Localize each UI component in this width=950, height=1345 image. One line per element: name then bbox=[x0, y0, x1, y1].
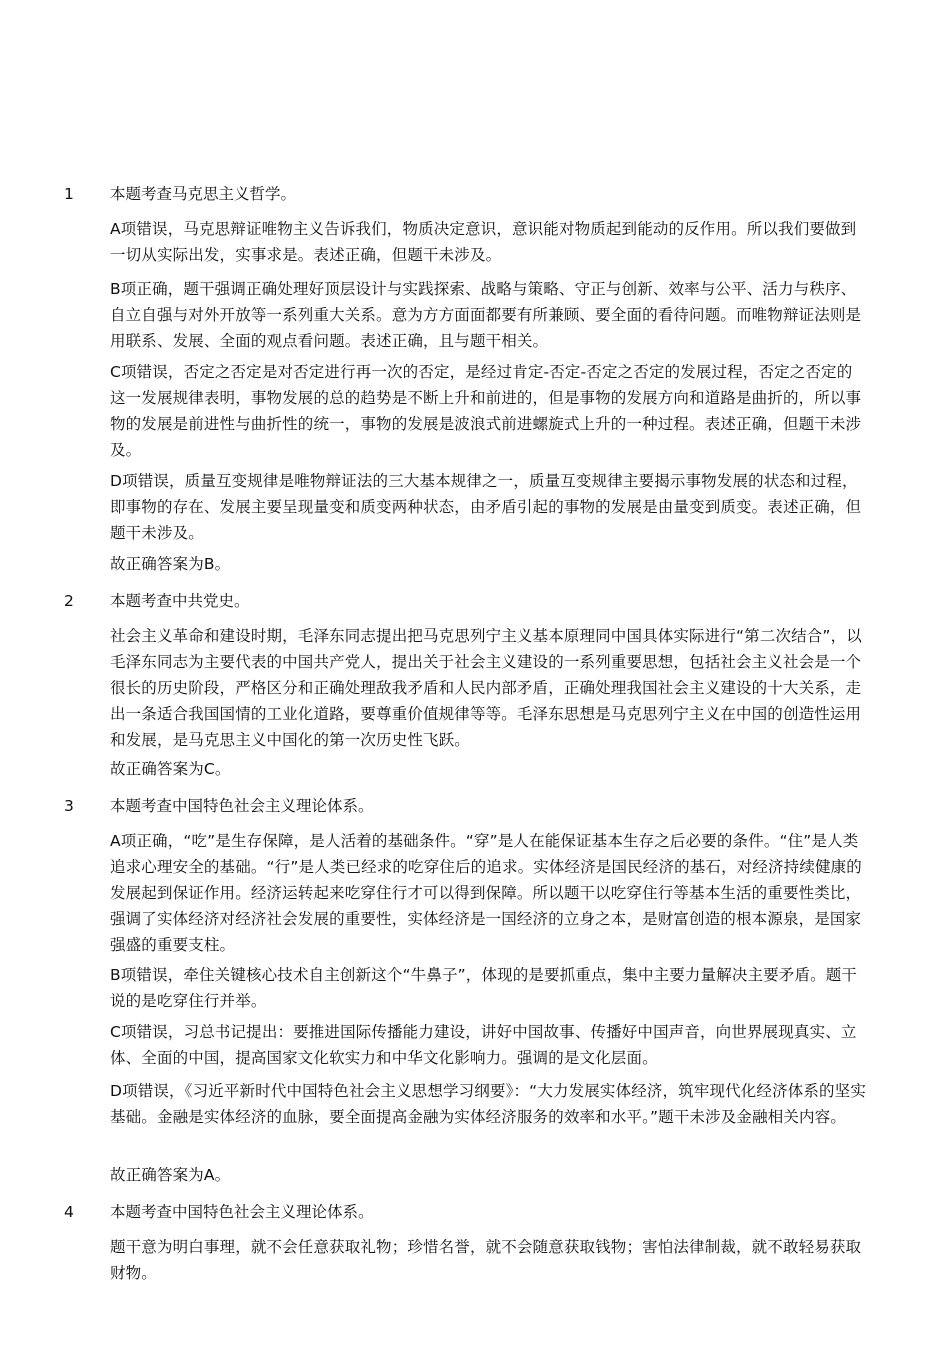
answer-line: 故正确答案为B。 bbox=[110, 555, 231, 573]
question-number: 2 bbox=[64, 592, 74, 610]
question-heading: 本题考查中国特色社会主义理论体系。 bbox=[110, 1203, 374, 1221]
explanation-paragraph: B项错误，牵住关键核心技术自主创新这个“牛鼻子”，体现的是要抓重点，集中主要力量解决主要矛盾。题干说的是吃穿住行并举。 bbox=[110, 966, 858, 1010]
explanation-paragraph: C项错误，否定之否定是对否定进行再一次的否定，是经过肯定-否定-否定之否定的发展过程，否定之否定的这一发展规律表明，事物发展的总的趋势是不断上升和前进的，但是事物的发展方向和道路是曲折的，所以事物的发展是前进性与曲折性的统一，事物的发展是波浪式前进螺旋式上升的一种过程。表述正确，但题干未涉及。 bbox=[110, 363, 862, 459]
explanation-paragraph: D项错误，质量互变规律是唯物辩证法的三大基本规律之一，质量互变规律主要揭示事物发展的状态和过程，即事物的存在、发展主要呈现量变和质变两种状态，由矛盾引起的事物的发展是由量变到质变。表述正确，但题干未涉及。 bbox=[110, 472, 862, 542]
explanation-paragraph: B项正确，题干强调正确处理好顶层设计与实践探索、战略与策略、守正与创新、效率与公平、活力与秩序、自立自强与对外开放等一系列重大关系。意为方方面面都要有所兼顾、要全面的看待问题。而唯物辩证法则是用联系、发展、全面的观点看问题。表述正确，且与题干相关。 bbox=[110, 280, 862, 350]
question-number: 4 bbox=[64, 1203, 74, 1221]
answer-line: 故正确答案为C。 bbox=[110, 760, 231, 778]
explanation-paragraph: C项错误，习总书记提出：要推进国际传播能力建设，讲好中国故事、传播好中国声音，向世界展现真实、立体、全面的中国，提高国家文化软实力和中华文化影响力。强调的是文化层面。 bbox=[110, 1023, 857, 1067]
question-number: 1 bbox=[64, 185, 74, 203]
explanation-paragraph: D项错误，《习近平新时代中国特色社会主义思想学习纲要》：“大力发展实体经济，筑牢现代化经济体系的坚实基础。金融是实体经济的血脉，要全面提高金融为实体经济服务的效率和水平。”题干未涉及金融相关内容。 bbox=[110, 1082, 866, 1126]
question-heading: 本题考查中国特色社会主义理论体系。 bbox=[110, 797, 374, 815]
answer-line: 故正确答案为A。 bbox=[110, 1166, 231, 1184]
question-number: 3 bbox=[64, 797, 74, 815]
explanation-paragraph: 题干意为明白事理，就不会任意获取礼物；珍惜名誉，就不会随意获取钱物；害怕法律制裁，就不敢轻易获取财物。 bbox=[110, 1238, 862, 1282]
explanation-paragraph: 社会主义革命和建设时期，毛泽东同志提出把马克思列宁主义基本原理同中国具体实际进行“第二次结合”，以毛泽东同志为主要代表的中国共产党人，提出关于社会主义建设的一系列重要思想，包括社会主义社会是一个很长的历史阶段，严格区分和正确处理敌我矛盾和人民内部矛盾，正确处理我国社会主义建设的十大关系，走出一条适合我国国情的工业化道路，要尊重价值规律等等。毛泽东思想是马克思列宁主义在中国的创造性运用和发展，是马克思主义中国化的第一次历史性飞跃。 bbox=[110, 627, 862, 749]
question-heading: 本题考查中共党史。 bbox=[110, 592, 250, 610]
explanation-paragraph: A项正确，“吃”是生存保障，是人活着的基础条件。“穿”是人在能保证基本生存之后必要的条件。“住”是人类追求心理安全的基础。“行”是人类已经求的吃穿住后的追求。实体经济是国民经济的基石，对经济持续健康的发展起到保证作用。经济运转起来吃穿住行才可以得到保障。所以题干以吃穿住行等基本生活的重要性类比，强调了实体经济对经济社会发展的重要性，实体经济是一国经济的立身之本，是财富创造的根本源泉，是国家强盛的重要支柱。 bbox=[110, 832, 862, 954]
question-heading: 本题考查马克思主义哲学。 bbox=[110, 185, 297, 203]
explanation-paragraph: A项错误，马克思辩证唯物主义告诉我们，物质决定意识，意识能对物质起到能动的反作用。所以我们要做到一切从实际出发，实事求是。表述正确，但题干未涉及。 bbox=[110, 220, 857, 264]
